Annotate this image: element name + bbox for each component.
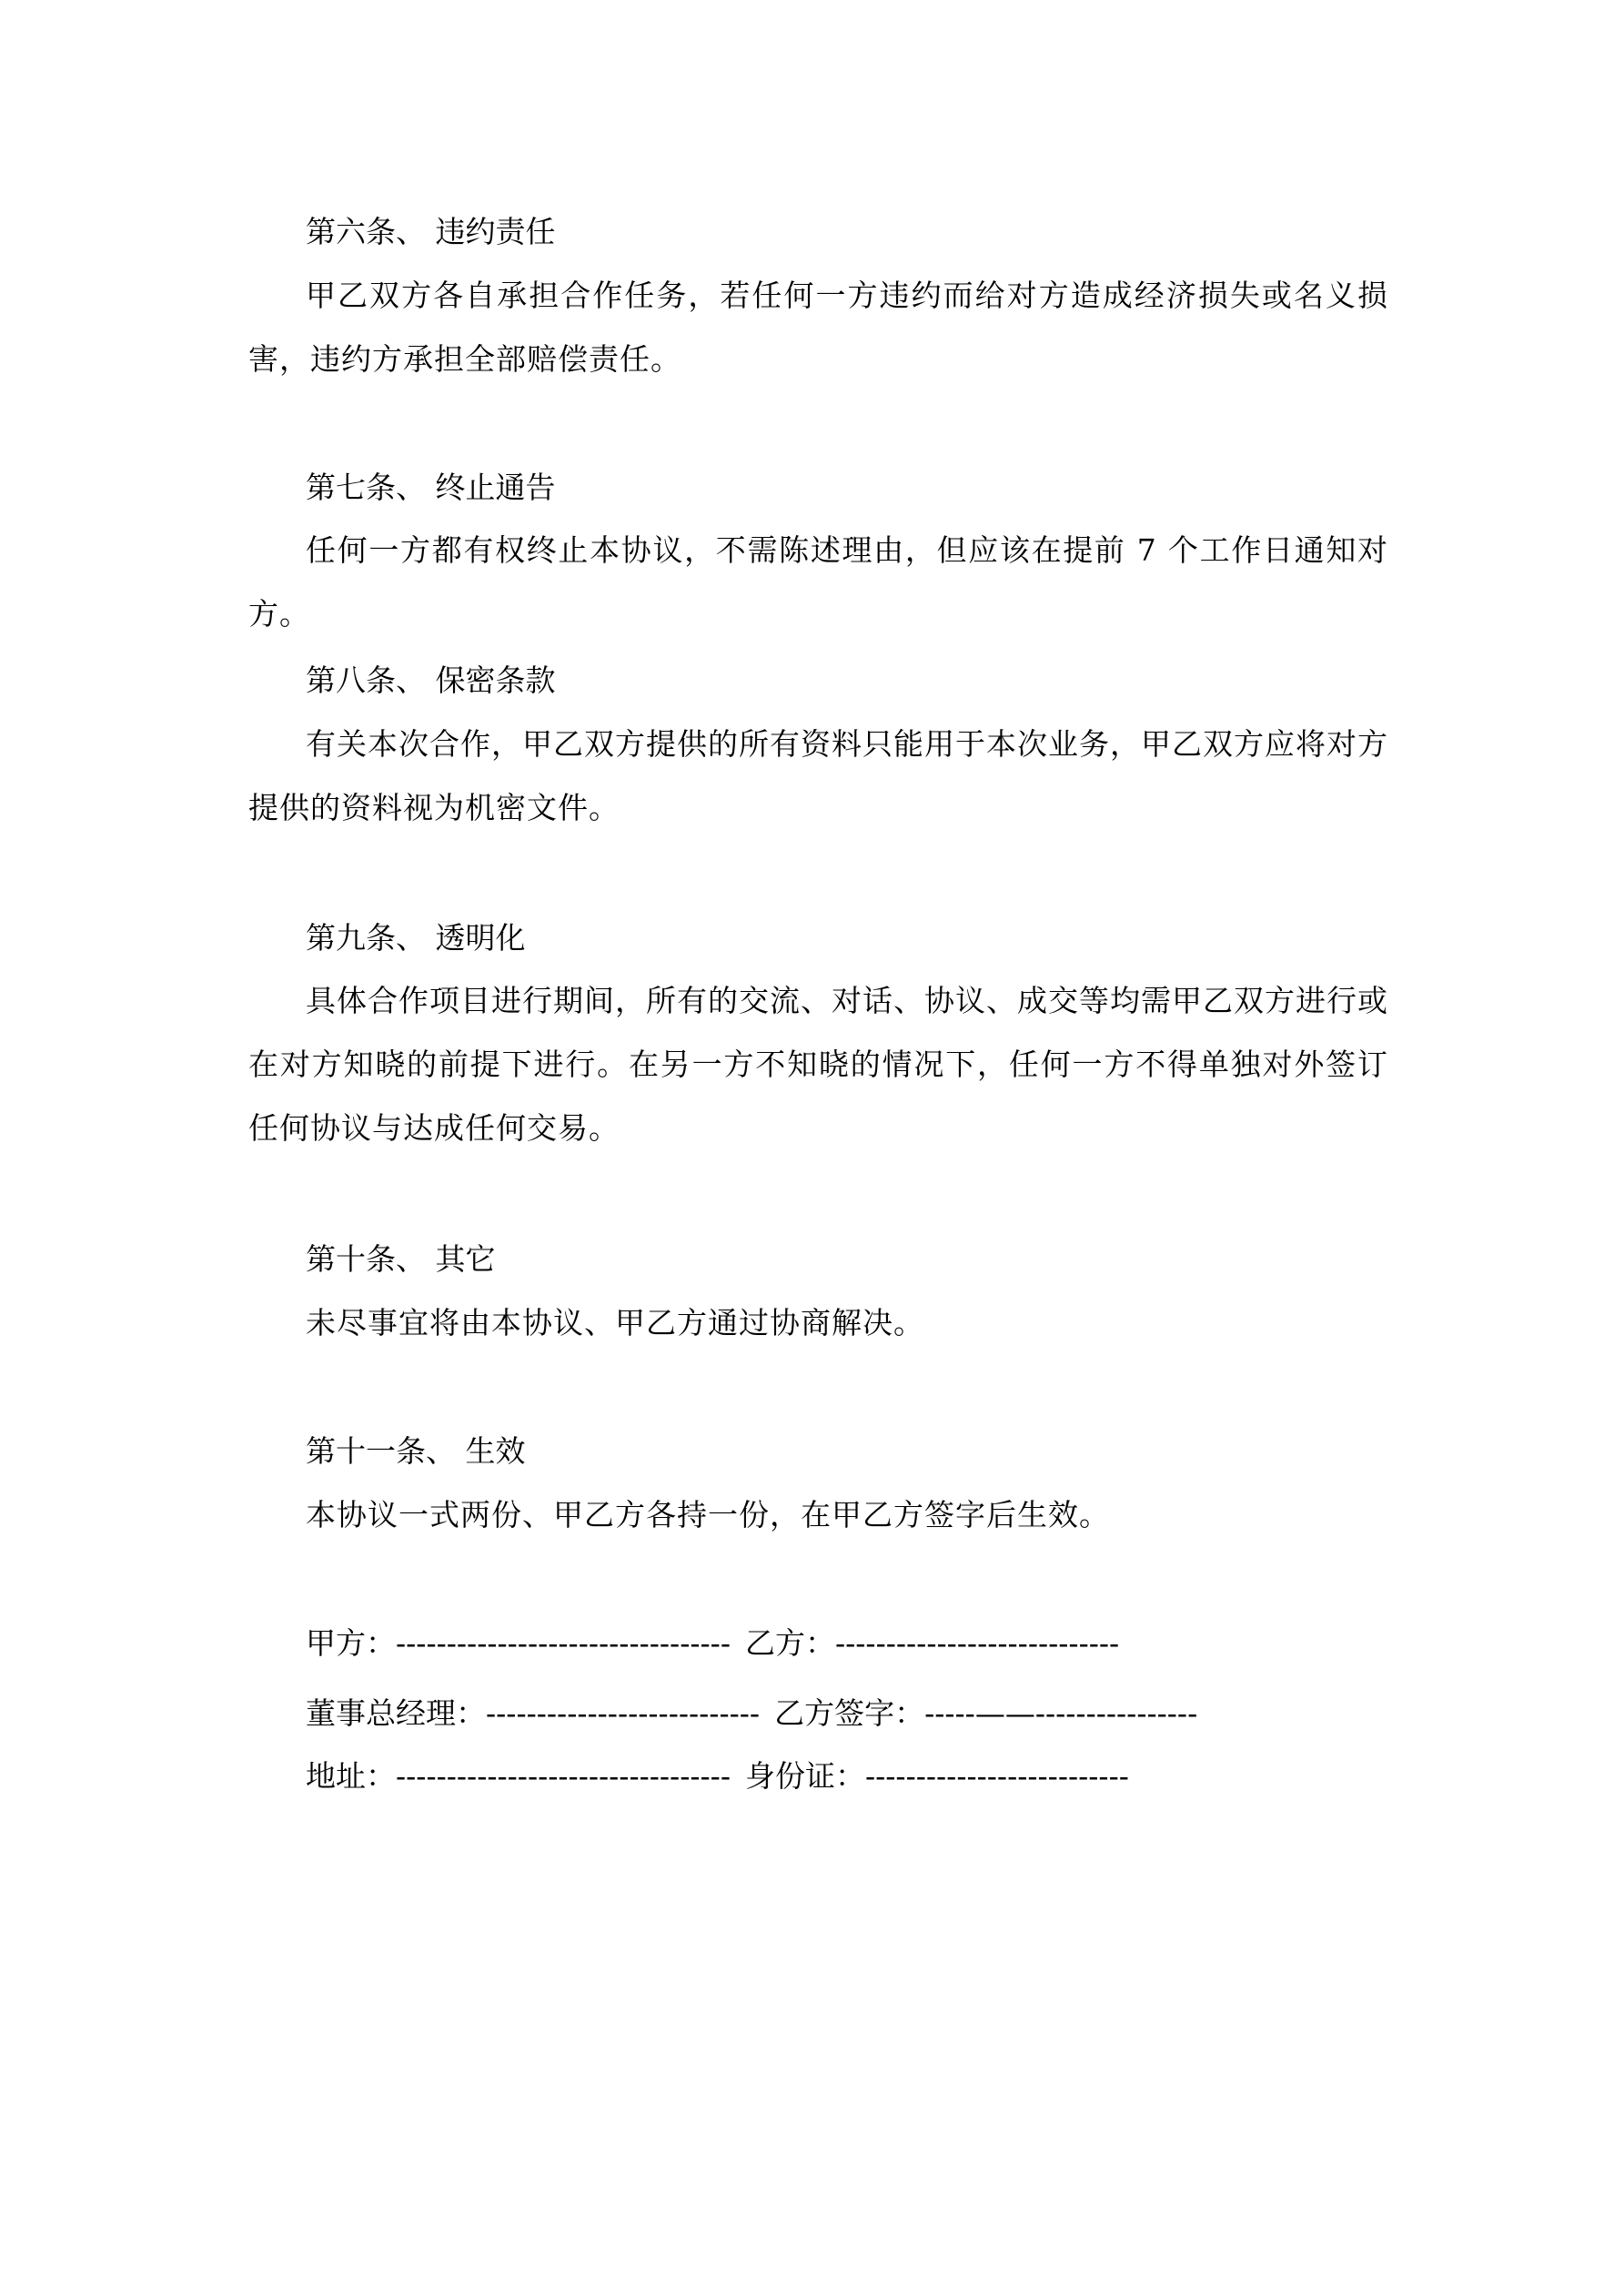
party-a-field: 甲方：--------------------------------- (306, 1625, 731, 1661)
article-7-heading: 第七条、 终止通告 (306, 470, 556, 505)
article-6-body: 甲乙双方各自承担合作任务，若任何一方违约而给对方造成经济损失或名义损害，违约方承担全部赔偿责任。 (248, 278, 1388, 377)
article-11-body: 本协议一式两份、甲乙方各持一份，在甲乙方签字后生效。 (306, 1497, 1110, 1532)
article-10-heading: 第十条、 其它 (306, 1241, 496, 1277)
article-8-body: 有关本次合作，甲乙双方提供的所有资料只能用于本次业务，甲乙双方应将对方提供的资料视为机密文件。 (248, 726, 1388, 825)
party-b-signature-field: 乙方签字：-----——---------------- (774, 1695, 1198, 1731)
article-8-heading: 第八条、 保密条款 (306, 663, 556, 698)
general-manager-field: 董事总经理：--------------------------- (306, 1695, 761, 1731)
article-6-heading: 第六条、 违约责任 (306, 214, 556, 249)
address-field: 地址：--------------------------------- (306, 1758, 731, 1794)
article-9-heading: 第九条、 透明化 (306, 920, 526, 956)
party-b-field: 乙方：---------------------------- (744, 1625, 1120, 1661)
signature-row-party (306, 1612, 1119, 1675)
signature-row-address (306, 1745, 1129, 1808)
article-7-body: 任何一方都有权终止本协议，不需陈述理由，但应该在提前 7 个工作日通知对方。 (248, 532, 1388, 632)
signature-row-signer (306, 1682, 1197, 1745)
article-10-body: 未尽事宜将由本协议、甲乙方通过协商解决。 (306, 1305, 924, 1340)
article-9-body: 具体合作项目进行期间，所有的交流、对话、协议、成交等均需甲乙双方进行或在对方知晓的前提下进行。在另一方不知晓的情况下，任何一方不得单独对外签订任何协议与达成任何交易。 (248, 983, 1388, 1146)
article-11-heading: 第十一条、 生效 (306, 1433, 526, 1469)
id-card-field: 身份证：-------------------------- (744, 1758, 1129, 1794)
